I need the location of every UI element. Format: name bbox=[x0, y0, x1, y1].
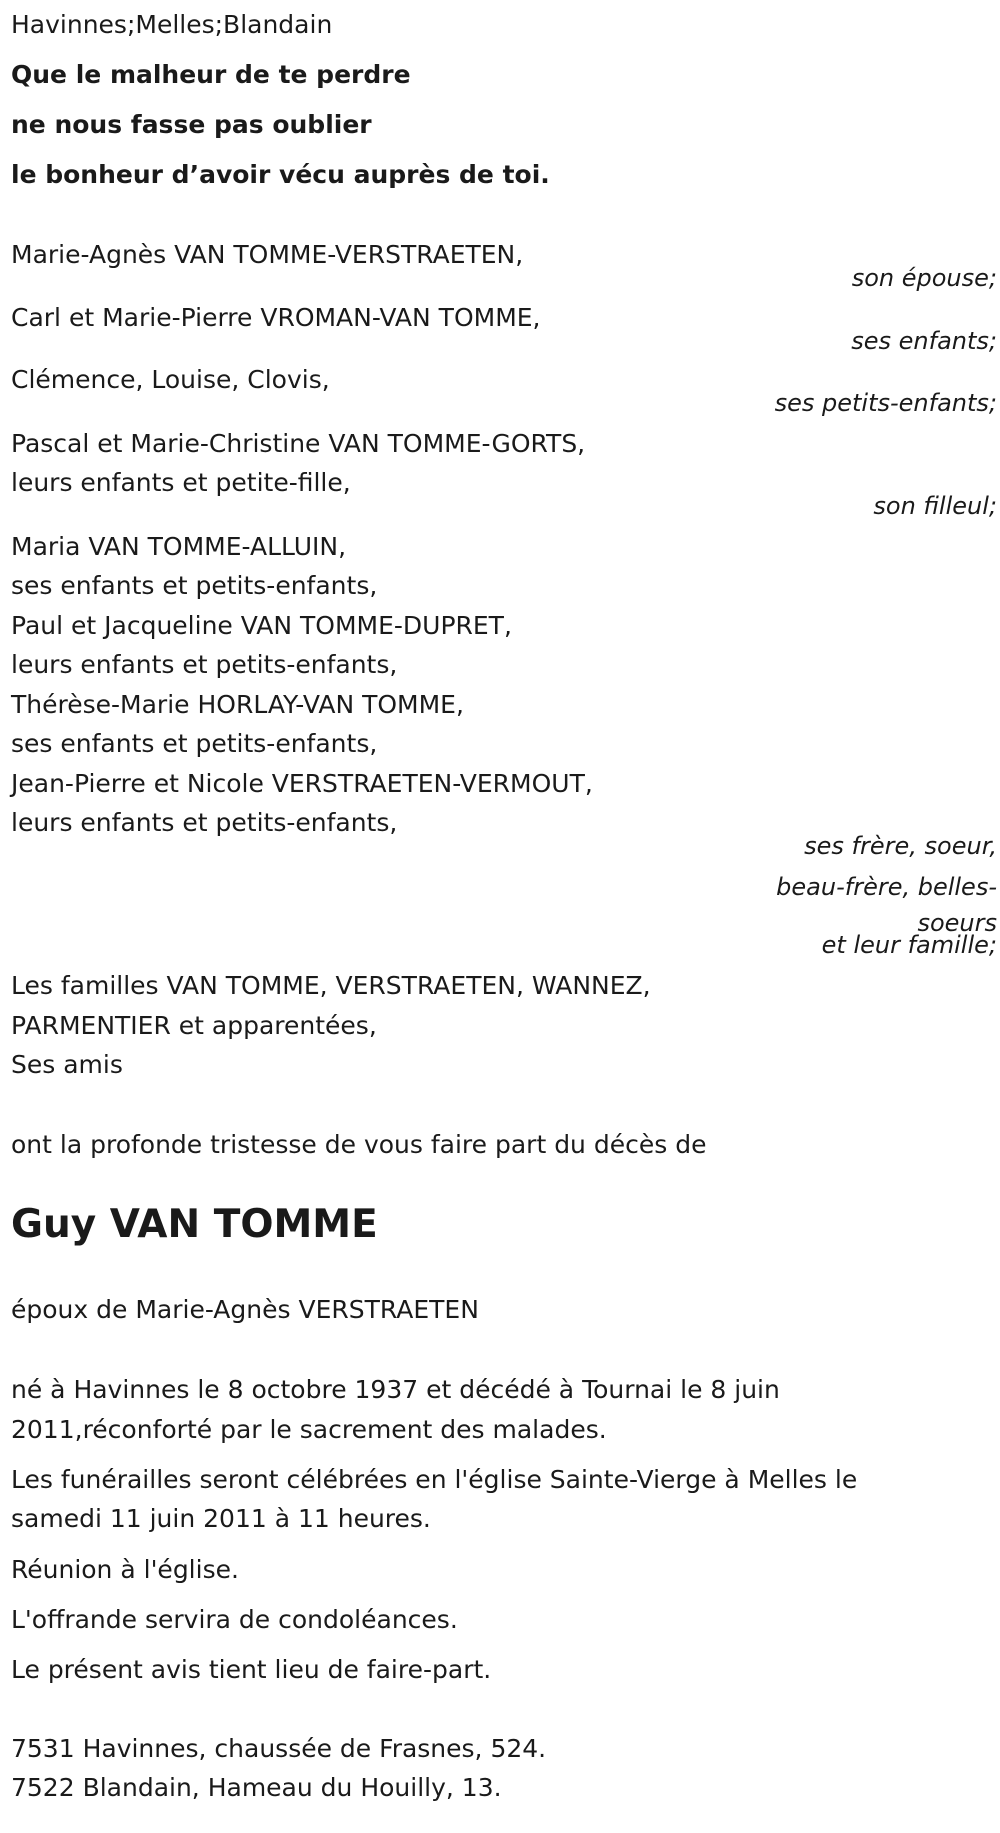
notice-line: Le présent avis tient lieu de faire-part. bbox=[11, 1655, 492, 1684]
sibling-line-6: ses enfants et petits-enfants, bbox=[11, 729, 378, 758]
sibling-line-5: Thérèse-Marie HORLAY-VAN TOMME, bbox=[11, 690, 464, 719]
poem-line-3: le bonheur d’avoir vécu auprès de toi. bbox=[11, 160, 550, 189]
announcement: ont la profonde tristesse de vous faire part du décès de bbox=[11, 1130, 707, 1159]
godson-line-1: Pascal et Marie-Christine VAN TOMME-GORTS, bbox=[11, 429, 586, 458]
sibling-line-3: Paul et Jacqueline VAN TOMME-DUPRET, bbox=[11, 611, 512, 640]
address-line-1: 7531 Havinnes, chaussée de Frasnes, 524. bbox=[11, 1734, 547, 1763]
meeting-line: Réunion à l'église. bbox=[11, 1555, 239, 1584]
godson-line-2: leurs enfants et petite-fille, bbox=[11, 468, 351, 497]
deceased-spouse-line: époux de Marie-Agnès VERSTRAETEN bbox=[11, 1295, 479, 1324]
deceased-name: Guy VAN TOMME bbox=[11, 1202, 378, 1247]
grandchildren-names: Clémence, Louise, Clovis, bbox=[11, 365, 330, 394]
children-relation: ses enfants; bbox=[851, 327, 997, 355]
birth-death-line-2: 2011,réconforté par le sacrement des malades. bbox=[11, 1415, 607, 1444]
sibling-line-7: Jean-Pierre et Nicole VERSTRAETEN-VERMOUT, bbox=[11, 769, 593, 798]
others-line-2: PARMENTIER et apparentées, bbox=[11, 1011, 377, 1040]
funeral-line-2: samedi 11 juin 2011 à 11 heures. bbox=[11, 1504, 431, 1533]
siblings-relation-line-2: beau-frère, belles- bbox=[776, 873, 997, 901]
siblings-relation-line-4: et leur famille; bbox=[821, 931, 997, 959]
sibling-line-4: leurs enfants et petits-enfants, bbox=[11, 650, 398, 679]
offering-line: L'offrande servira de condoléances. bbox=[11, 1605, 458, 1634]
poem-line-1: Que le malheur de te perdre bbox=[11, 60, 411, 89]
others-line-3: Ses amis bbox=[11, 1050, 123, 1079]
sibling-line-1: Maria VAN TOMME-ALLUIN, bbox=[11, 532, 347, 561]
birth-death-line-1: né à Havinnes le 8 octobre 1937 et décédé à Tournai le 8 juin bbox=[11, 1375, 780, 1404]
children-name: Carl et Marie-Pierre VROMAN-VAN TOMME, bbox=[11, 303, 541, 332]
siblings-relation-line-1: ses frère, soeur, bbox=[804, 832, 997, 860]
siblings-relation-line-3: soeurs bbox=[917, 909, 997, 937]
sibling-line-8: leurs enfants et petits-enfants, bbox=[11, 808, 398, 837]
grandchildren-relation: ses petits-enfants; bbox=[774, 389, 997, 417]
poem-line-2: ne nous fasse pas oublier bbox=[11, 110, 372, 139]
address-line-2: 7522 Blandain, Hameau du Houilly, 13. bbox=[11, 1773, 502, 1802]
godson-relation: son filleul; bbox=[873, 492, 997, 520]
sibling-line-2: ses enfants et petits-enfants, bbox=[11, 571, 378, 600]
spouse-relation: son épouse; bbox=[851, 264, 997, 292]
others-line-1: Les familles VAN TOMME, VERSTRAETEN, WANNEZ, bbox=[11, 971, 651, 1000]
places-line: Havinnes;Melles;Blandain bbox=[11, 10, 333, 39]
funeral-line-1: Les funérailles seront célébrées en l'église Sainte-Vierge à Melles le bbox=[11, 1465, 858, 1494]
spouse-name: Marie-Agnès VAN TOMME-VERSTRAETEN, bbox=[11, 240, 524, 269]
